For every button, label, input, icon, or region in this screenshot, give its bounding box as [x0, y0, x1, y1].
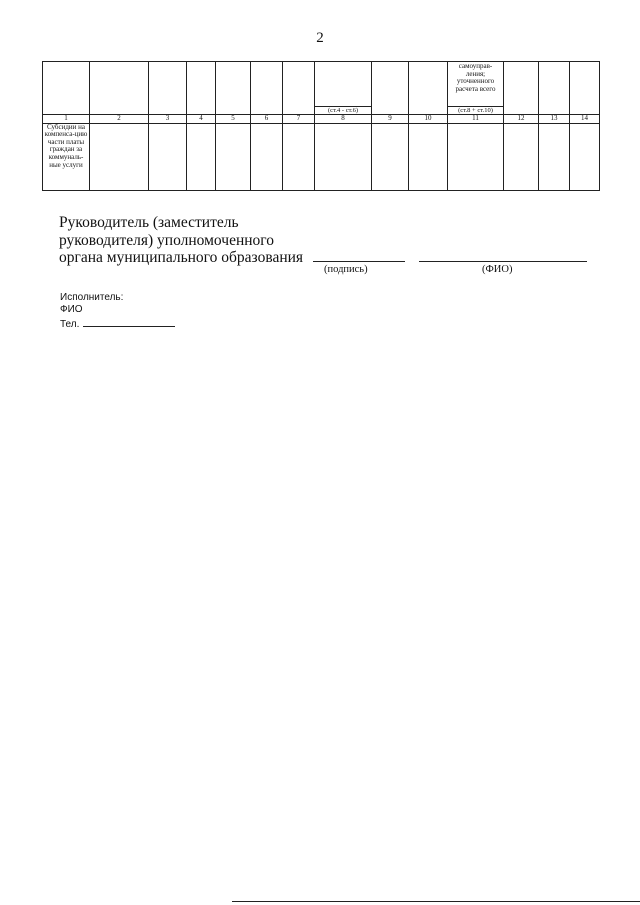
- table-cell: [504, 123, 539, 190]
- table-cell: [187, 123, 216, 190]
- table-cell: [409, 123, 448, 190]
- column-number: 3: [149, 115, 187, 124]
- header-cell-8: [315, 62, 372, 115]
- table-cell: [539, 123, 570, 190]
- column-number: 1: [43, 115, 90, 124]
- header-cell-6: [251, 62, 283, 115]
- signature-caption: (подпись): [324, 264, 368, 275]
- header-cell-5: [216, 62, 251, 115]
- column-number: 5: [216, 115, 251, 124]
- header-cell-3: [149, 62, 187, 115]
- report-table: [42, 61, 599, 193]
- column-number: 7: [283, 115, 315, 124]
- executor-phone-line: [60, 316, 175, 331]
- executor-block: [60, 292, 175, 331]
- table-header-row: [43, 62, 600, 115]
- column-number: 8: [315, 115, 372, 124]
- signature-line-3-text: органа муниципального образования: [59, 249, 304, 266]
- signature-blank: [313, 249, 405, 262]
- bottom-rule: [232, 901, 640, 902]
- column-number: 14: [570, 115, 600, 124]
- col11-formula: (ст.8 + ст.10): [448, 106, 503, 114]
- column-number: 10: [409, 115, 448, 124]
- table-cell: [372, 123, 409, 190]
- header-cell-2: [90, 62, 149, 115]
- column-number: 2: [90, 115, 149, 124]
- col8-formula: (ст.4 - ст.6): [315, 106, 371, 114]
- column-number: 12: [504, 115, 539, 124]
- table-cell: [315, 123, 372, 190]
- header-cell-11: [448, 62, 504, 115]
- executor-label: Исполнитель:: [60, 292, 124, 303]
- column-number: 13: [539, 115, 570, 124]
- header-cell-7: [283, 62, 315, 115]
- header-cell-14: [570, 62, 600, 115]
- header-cell-10: [409, 62, 448, 115]
- col11-text: самоуправ-ления; уточненного расчета всего: [455, 62, 496, 93]
- table-cell: [90, 123, 149, 190]
- row-label-subsidies: Субсидии на компенса-цию части платы граждан за коммуналь-ные услуги: [43, 123, 90, 190]
- signature-block: [59, 214, 579, 267]
- table-cell: [448, 123, 504, 190]
- table-cell: [283, 123, 315, 190]
- header-cell-1: [43, 62, 90, 115]
- page-number: 2: [316, 30, 324, 46]
- column-number-row: [43, 115, 600, 124]
- column-number: 9: [372, 115, 409, 124]
- signature-line-1: Руководитель (заместитель: [59, 214, 239, 231]
- table-cell: [251, 123, 283, 190]
- signature-line-2: руководителя) уполномоченного: [59, 231, 275, 249]
- header-cell-13: [539, 62, 570, 115]
- executor-phone-label: Тел.: [60, 319, 80, 330]
- phone-blank: [83, 316, 175, 327]
- column-number: 4: [187, 115, 216, 124]
- column-number: 11: [448, 115, 504, 124]
- column-number: 6: [251, 115, 283, 124]
- table-cell: [216, 123, 251, 190]
- header-cell-4: [187, 62, 216, 115]
- executor-name-label: ФИО: [60, 304, 83, 315]
- table-row: [43, 123, 600, 190]
- header-cell-12: [504, 62, 539, 115]
- table-cell: [570, 123, 600, 190]
- name-caption: (ФИО): [482, 264, 513, 275]
- name-blank: [419, 249, 587, 262]
- header-cell-9: [372, 62, 409, 115]
- table-cell: [149, 123, 187, 190]
